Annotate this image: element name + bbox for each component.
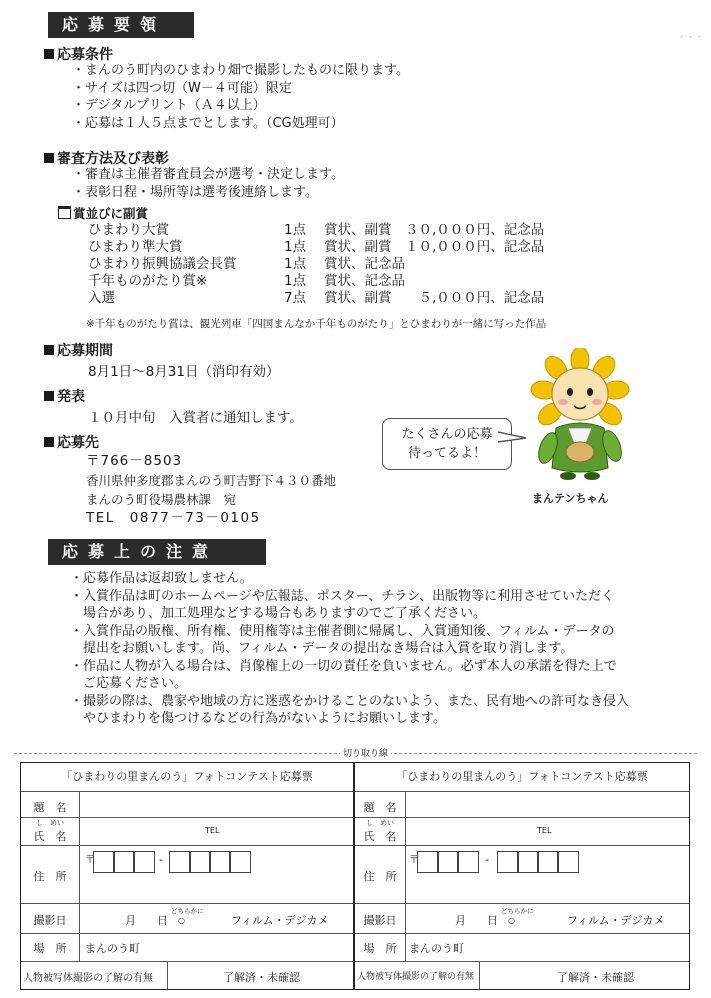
name-ruby: し めい (36, 819, 64, 827)
film-digital-option[interactable]: フィルム・デジカメ (567, 914, 665, 927)
name-label: 氏 名 (33, 830, 67, 843)
zip-box[interactable] (93, 851, 115, 873)
name-label: 氏 名 (363, 830, 397, 843)
zip-box[interactable] (517, 851, 539, 873)
section-banner-guidelines: 応募要領 (48, 12, 194, 38)
film-digital-option[interactable]: フィルム・デジカメ (231, 914, 329, 927)
tel-label: TEL (205, 826, 220, 835)
place-label: 場 所 (33, 942, 67, 955)
tel-field[interactable] (549, 818, 687, 844)
title-label: 題 名 (363, 801, 397, 814)
address-field[interactable] (407, 875, 687, 901)
zip-box[interactable] (133, 851, 155, 873)
address-label: 住 所 (363, 870, 397, 883)
month-label: 月 (455, 914, 466, 927)
date-label: 撮影日 (363, 914, 397, 927)
address-field[interactable] (81, 875, 351, 901)
period-heading: 応募期間 (44, 340, 113, 360)
zip-box[interactable] (189, 851, 211, 873)
announce-text: １０月中旬 入賞者に通知します。 (88, 410, 303, 426)
speech-bubble: たくさんの応募 待ってるよ！ (382, 418, 512, 470)
list-item: ご応募ください。 (70, 676, 188, 691)
zip-box[interactable] (113, 851, 135, 873)
choice-hint: どちらかに (501, 907, 534, 915)
list-item: ・入賞作品は町のホームページや広報誌、ポスター、チラシ、出版物等に利用させていただく (70, 588, 615, 604)
zip-mark: 〒 (409, 855, 419, 866)
entry-form-right (354, 762, 690, 990)
zip-box[interactable] (537, 851, 559, 873)
zip-dash: - (485, 853, 489, 866)
place-label: 場 所 (363, 942, 397, 955)
announce-heading: 発表 (44, 386, 85, 406)
entry-form-left (20, 762, 354, 990)
place-value: まんのう町 (409, 942, 464, 955)
address-label: 住 所 (33, 870, 67, 883)
title-field[interactable] (81, 792, 351, 816)
recipient: まんのう町役場農林課 宛 (86, 492, 237, 507)
title-label: 題 名 (33, 801, 67, 814)
tel-field[interactable] (217, 818, 351, 844)
zip-box[interactable] (437, 851, 459, 873)
mascot-sunflower-icon (520, 348, 640, 486)
choice-circle: ○ (178, 916, 185, 925)
name-field[interactable] (81, 818, 201, 844)
choice-hint: どちらかに (171, 907, 204, 915)
form-title: 「ひまわりの里まんのう」フォトコンテスト応募票 (61, 770, 313, 783)
list-item: ・まんのう町内のひまわり畑で撮影したものに限ります。 (72, 63, 409, 78)
consent-label: 人物被写体撮影の了解の有無 (357, 972, 475, 982)
place-value: まんのう町 (85, 942, 140, 955)
list-item: ・応募は１人５点までとします。（CG処理可） (72, 115, 344, 131)
name-field[interactable] (407, 818, 533, 844)
zip-box[interactable] (557, 851, 579, 873)
list-item: 場合があり、加工処理などする場合もありますのでご了承ください。 (70, 606, 487, 621)
conditions-heading: 応募条件 (44, 44, 113, 64)
phone-number: TEL 0877－73－0105 (86, 510, 261, 526)
tel-label: TEL (537, 826, 552, 835)
trophy-icon (58, 206, 71, 219)
awards-note: ※千年ものがたり賞は、観光列車「四国まんなか千年ものがたり」とひまわりが一緒に写った作品 (86, 318, 547, 330)
section-banner-notes: 応募上の注意 (48, 539, 266, 565)
street-address: 香川県仲多度郡まんのう町吉野下４３０番地 (86, 473, 337, 488)
zip-box[interactable] (209, 851, 231, 873)
zip-box[interactable] (417, 851, 439, 873)
consent-label: 人物被写体撮影の了解の有無 (23, 973, 153, 984)
list-item: やひまわりを傷つけるなどの行為がないようにお願いします。 (70, 711, 446, 726)
corner-mark: ・・・ (677, 33, 705, 43)
name-ruby: し めい (366, 819, 394, 827)
list-item: ・応募作品は返却致しません。 (70, 571, 253, 586)
form-title: 「ひまわりの里まんのう」フォトコンテスト応募票 (396, 770, 648, 783)
zip-mark: 〒 (85, 855, 95, 866)
title-field[interactable] (407, 792, 687, 816)
cut-line-label: 切り取り線 (340, 746, 391, 759)
list-item: ・作品に人物が入る場合は、肖像権上の一切の責任を負いません。必ず本人の承諾を得た上で (70, 658, 617, 674)
list-item: ・審査は主催者審査員会が選考・決定します。 (72, 167, 344, 182)
zip-box[interactable] (457, 851, 479, 873)
list-item: ・撮影の際は、農家や地域の方に迷惑をかけることのないよう、また、民有地への許可なき侵入 (70, 693, 630, 709)
conditions-list (72, 62, 409, 132)
awards-heading: 賞並びに副賞 (58, 204, 148, 222)
address-heading: 応募先 (44, 432, 99, 452)
consent-value[interactable]: 了解済・未確認 (223, 971, 300, 984)
list-item: ・入賞作品の版権、所有権、使用権等は主催者側に帰属し、入賞通知後、フィルム・データの (70, 623, 615, 639)
zip-box[interactable] (229, 851, 251, 873)
judging-list (72, 166, 344, 201)
month-label: 月 (125, 914, 136, 927)
notes-list (70, 570, 629, 728)
postal-code: 〒766－8503 (86, 453, 183, 469)
zip-box[interactable] (169, 851, 191, 873)
list-item: 提出をお願いします。尚、フィルム・データの提出なき場合は入賞を取り消します。 (70, 641, 574, 656)
choice-circle: ○ (508, 916, 515, 925)
date-label: 撮影日 (33, 914, 67, 927)
mascot-name: まんテンちゃん (532, 492, 609, 505)
day-label: 日 (157, 914, 168, 927)
address-block (86, 452, 336, 528)
list-item: ・表彰日程・場所等は選考後連絡します。 (72, 184, 318, 200)
period-text: 8月1日～8月31日（消印有効） (88, 364, 280, 380)
day-label: 日 (487, 914, 498, 927)
zip-dash: - (159, 853, 163, 866)
list-item: ・デジタルプリント（Ａ４以上） (72, 98, 266, 113)
judging-heading: 審査方法及び表彰 (44, 148, 169, 168)
zip-box[interactable] (497, 851, 519, 873)
list-item: ・サイズは四つ切（W－４可能）限定 (72, 80, 292, 96)
consent-value[interactable]: 了解済・未確認 (557, 971, 634, 984)
